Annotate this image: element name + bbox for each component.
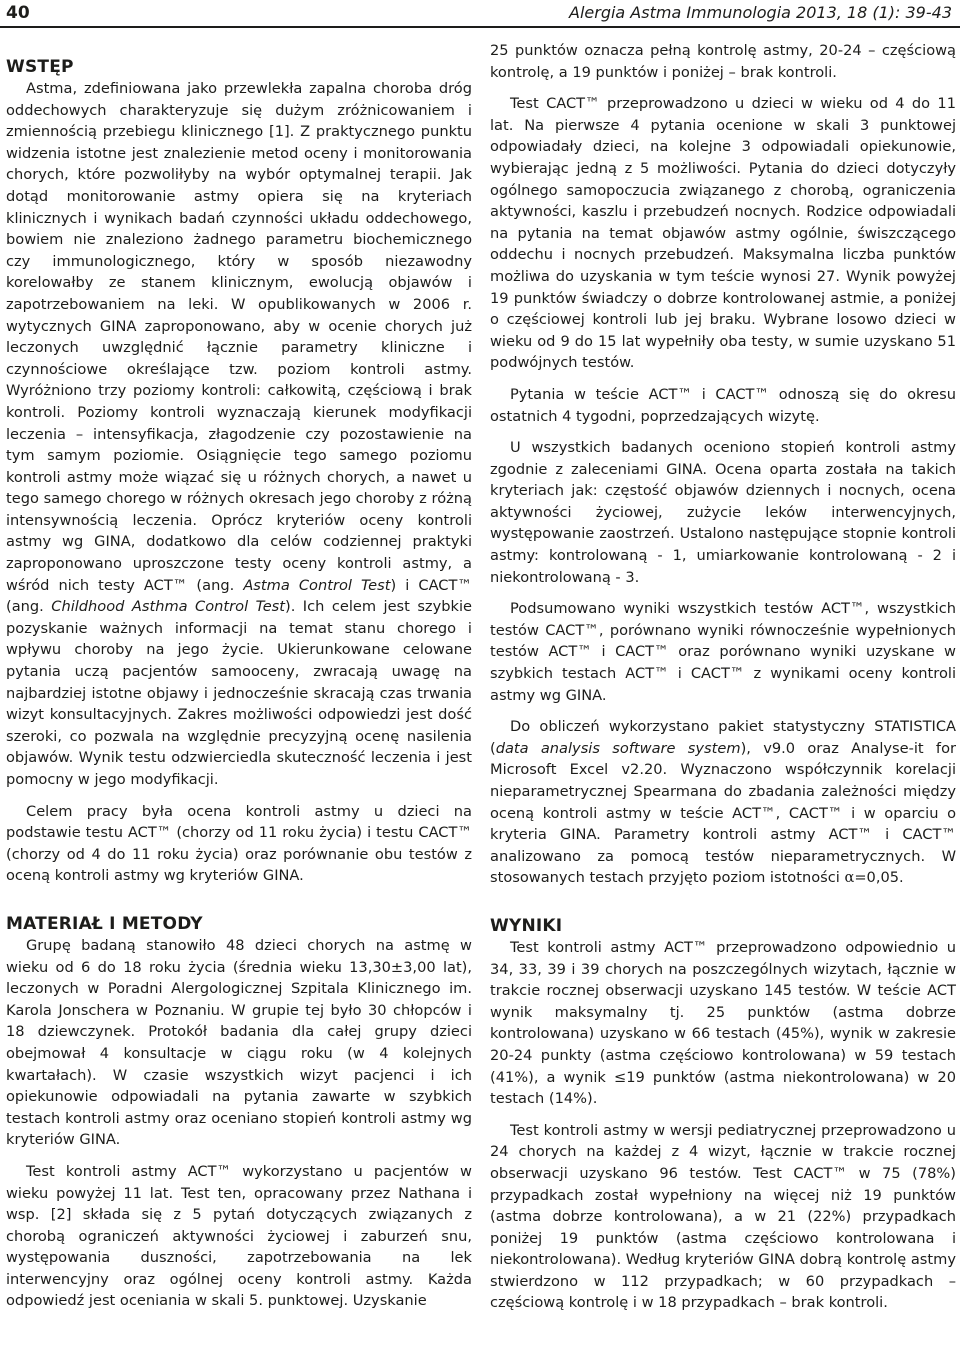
- methods-p8-italic: data analysis software system: [495, 739, 741, 757]
- page-number: 40: [6, 3, 30, 23]
- page-header: [0, 0, 960, 30]
- intro-p1-end: ). Ich celem jest szybkie pozyskanie ważnych informacji na temat stanu chorego i wpływu choroby na jego życie. Ukierunkowane celowane pytania uczą pacjentów samooceny, zwracają uwagę na najbardziej istotne objawy i jednocześnie skracają czas trwania wizyt konsultacyjnych. Zakres możliwości odpowiedzi jest dość szeroki, co pozwala na względnie precyzyjną ocenę nasilenia objawów. Wynik testu odzwierciedla skuteczność leczenia i jest pomocny w jego modyfikacji.: [6, 598, 472, 788]
- methods-paragraph-7: Podsumowano wyniki wszystkich testów ACT™, wszystkich testów CACT™, porównano wyniki równocześnie wypełnionych testów ACT™ i CACT™ oraz porównano wyniki uzyskane w szybkich testach ACT™ i CACT™ z wynikami oceny kontroli astmy wg GINA.: [490, 600, 956, 704]
- intro-paragraph-2: Celem pracy była ocena kontroli astmy u dzieci na podstawie testu ACT™ (chorzy od 11 roku życia) i testu CACT™ (chorzy od 4 do 11 roku życia) oraz porównanie obu testów z oceną kontroli astmy wg kryteriów GINA.: [6, 802, 472, 885]
- methods-paragraph-5: Pytania w teście ACT™ i CACT™ odnoszą się do okresu ostatnich 4 tygodni, poprzedzających wizytę.: [490, 385, 956, 425]
- intro-p1-cact-fullname: Childhood Asthma Control Test: [51, 598, 285, 616]
- methods-paragraph-6: U wszystkich badanych oceniono stopień kontroli astmy zgodnie z zaleceniami GINA. Ocena oparta została na takich kryteriach jak: częstość objawów dziennych i nocnych, ocena aktywności życiowej, zużycie leków interwencyjnych, występowanie zaostrzeń. Ustalono następujące stopnie kontroli astmy: kontrolowaną - 1, umiarkowanie kontrolowaną - 2 i niekontrolowaną - 3.: [490, 439, 956, 586]
- header-rule: [0, 26, 960, 28]
- journal-reference: Alergia Astma Immunologia 2013, 18 (1): 39-43: [569, 3, 952, 22]
- right-column: [490, 40, 956, 1350]
- methods-paragraph-2: Test kontroli astmy ACT™ wykorzystano u pacjentów w wieku powyżej 11 lat. Test ten, opracowany przez Nathana i wsp. [2] składa się z 5 pytań dotyczących związanych z chorobą ograniczeń aktywności życiowej i zaburzeń snu, występowania duszności, zapotrzebowania na lek interwencyjny oraz ogólnej oceny kontroli astmy. Każda odpowiedź jest oceniania w skali 5. punktowej. Uzyskanie: [6, 1162, 472, 1310]
- methods-p8-a: Do obliczeń wykorzystano pakiet statystyczny STATISTICA (: [490, 718, 956, 757]
- results-paragraph-2: Test kontroli astmy w wersji pediatrycznej przeprowadzono u 24 chorych na każdej z 4 wizyt, łącznie w trakcie rocznej obserwacji uzyskano 96 testów. Test CACT™ w 75 (78%) przypadkach został wypełniony na więcej niż 19 punktów (astma dobrze kontrolowana), a w 21 (22%) przypadkach poniżej 19 punktów (astma częściowo kontrolowana i niekontrolowana). Według kryteriów GINA dobrą kontrolę astmy stwierdzono w 112 przypadkach; w 60 przypadkach – częściową kontrolę i w 18 przypadkach – brak kontroli.: [490, 1121, 956, 1312]
- alpha-symbol: α: [844, 869, 855, 887]
- results-p1-b: 19 punktów (astma niekontrolowana) w 20 testach (14%).: [490, 1068, 956, 1108]
- methods-p8-b: ), v9.0 oraz Analyse-it for Microsoft Excel v2.20. Wyznaczono współczynnik korelacji nieparametrycznej Spearmana do zbadania zależności między oceną kontroli astmy w teście ACT™, CACT™ i w oparciu o kryteria GINA. Parametry kontroli astmy ACT™ i CACT™ analizowano za pomocą testów nieparametrycznych. W stosowanych testach przyjęto poziom istotności: [490, 739, 956, 887]
- results-paragraph-1: [490, 937, 956, 1110]
- less-equal-symbol: ≤: [613, 1068, 627, 1086]
- intro-p1-mid: ) i CACT™ (ang.: [6, 576, 472, 616]
- section-heading-intro: WSTĘP: [6, 57, 74, 77]
- results-p1-a: Test kontroli astmy ACT™ przeprowadzono odpowiednio u 34, 33, 39 i 39 chorych na poszczególnych wizytach, łącznie w trakcie rocznej obserwacji uzyskano 145 testów. W teście ACT wynik maksymalny tj. 25 punktów (astma dobrze kontrolowana) uzyskano w 66 testach (45%), wynik w zakresie 20-24 punkty (astma częściowo kontrolowana) w 59 testach (41%), a wynik: [490, 938, 956, 1086]
- intro-p1-act-fullname: Astma Control Test: [243, 576, 391, 594]
- intro-paragraph-1: [6, 78, 472, 791]
- section-heading-results: WYNIKI: [490, 915, 563, 936]
- methods-p8-c: =0,05.: [854, 869, 904, 887]
- methods-paragraph-3: 25 punktów oznacza pełną kontrolę astmy, 20-24 – częściową kontrolę, a 19 punktów i poniżej – brak kontroli.: [490, 42, 956, 81]
- methods-paragraph-4: Test CACT™ przeprowadzono u dzieci w wieku od 4 do 11 lat. Na pierwsze 4 pytania ocenione w skali 3 punktowej odpowiadały dzieci, na kolejne 3 odpowiadali opiekunowie, wybierając jedną z 5 możliwości. Pytania do dzieci dotyczyły ogólnego samopoczucia związanego z chorobą, ograniczenia aktywności, kaszlu i przebudzeń nocnych. Rodzice odpowiadali na pytania na temat objawów astmy ogólnie, świszczącego oddechu i nocnych przebudzeń. Maksymalna liczba punktów możliwa do uzyskania w tym teście wynosi 27. Wynik powyżej 19 punktów świadczy o dobrze kontrolowanej astmie, a poniżej o częściowej kontroli lub jej braku. Wybrane losowo dzieci w wieku od 9 do 15 lat wypełniły oba testy, w sumie uzyskano 51 podwójnych testów.: [490, 95, 956, 372]
- intro-p1-text: Astma, zdefiniowana jako przewlekła zapalna choroba dróg oddechowych charakteryzuje się dużym zróżnicowaniem i zmiennością przebiegu klinicznego [1]. Z praktycznego punktu widzenia istotne jest znalezienie metod oceny i monitorowania chorych, które pozwoliłyby na wybór optymalnej terapii. Jak dotąd monitorowanie astmy opiera się na kryteriach klinicznych i wynikach badań czynności układu oddechowego, bowiem nie znaleziono żadnego parametru biochemicznego czy immunologicznego, który w sposób niezawodny korelowałby ze stanem klinicznym, ewolucją objawów i zapotrzebowaniem na leki. W opublikowanych w 2006 r. wytycznych GINA zaproponowano, aby w ocenie chorych już leczonych uwzględnić łącznie parametry kliniczne i czynnościowe określające tzw. poziom kontroli astmy. Wyróżniono trzy poziomy kontroli: całkowitą, częściową i brak kontroli. Poziomy kontroli wyznaczają kierunek modyfikacji leczenia – intensyfikacja, złagodzenie czy pozostawienie na tym samym poziomie. Osiągnięcie tego samego poziomu kontroli astmy może wiązać się u różnych chorych, a nawet u tego samego chorego w różnych okresach jego choroby z różną intensywnością leczenia. Oprócz kryteriów oceny kontroli astmy wg GINA, dodatkowo dla celów codziennej praktyki zaproponowano uproszczone testy oceny kontroli astmy, a wśród nich testy ACT™ (ang.: [6, 80, 472, 594]
- methods-paragraph-1: Grupę badaną stanowiło 48 dzieci chorych na astmę w wieku od 6 do 18 roku życia (średnia wieku 13,30±3,00 lat), leczonych w Poradni Alergologicznej Szpitala Klinicznego im. Karola Jonschera w Poznaniu. W grupie tej było 30 chłopców i 18 dziewczynek. Protokół badania dla całej grupy dzieci obejmował 4 konsultacje w ciągu roku (w 4 kolejnych kwartałach). W czasie wszystkich wizyt pacjenci i ich opiekunowie odpowiadali na pytania zawarte w szybkich testach kontroli astmy oraz oceniano stopień kontroli astmy wg kryteriów GINA.: [6, 936, 472, 1149]
- left-column: [6, 40, 472, 1350]
- section-heading-methods: MATERIAŁ I METODY: [6, 913, 203, 934]
- methods-paragraph-8: [490, 716, 956, 889]
